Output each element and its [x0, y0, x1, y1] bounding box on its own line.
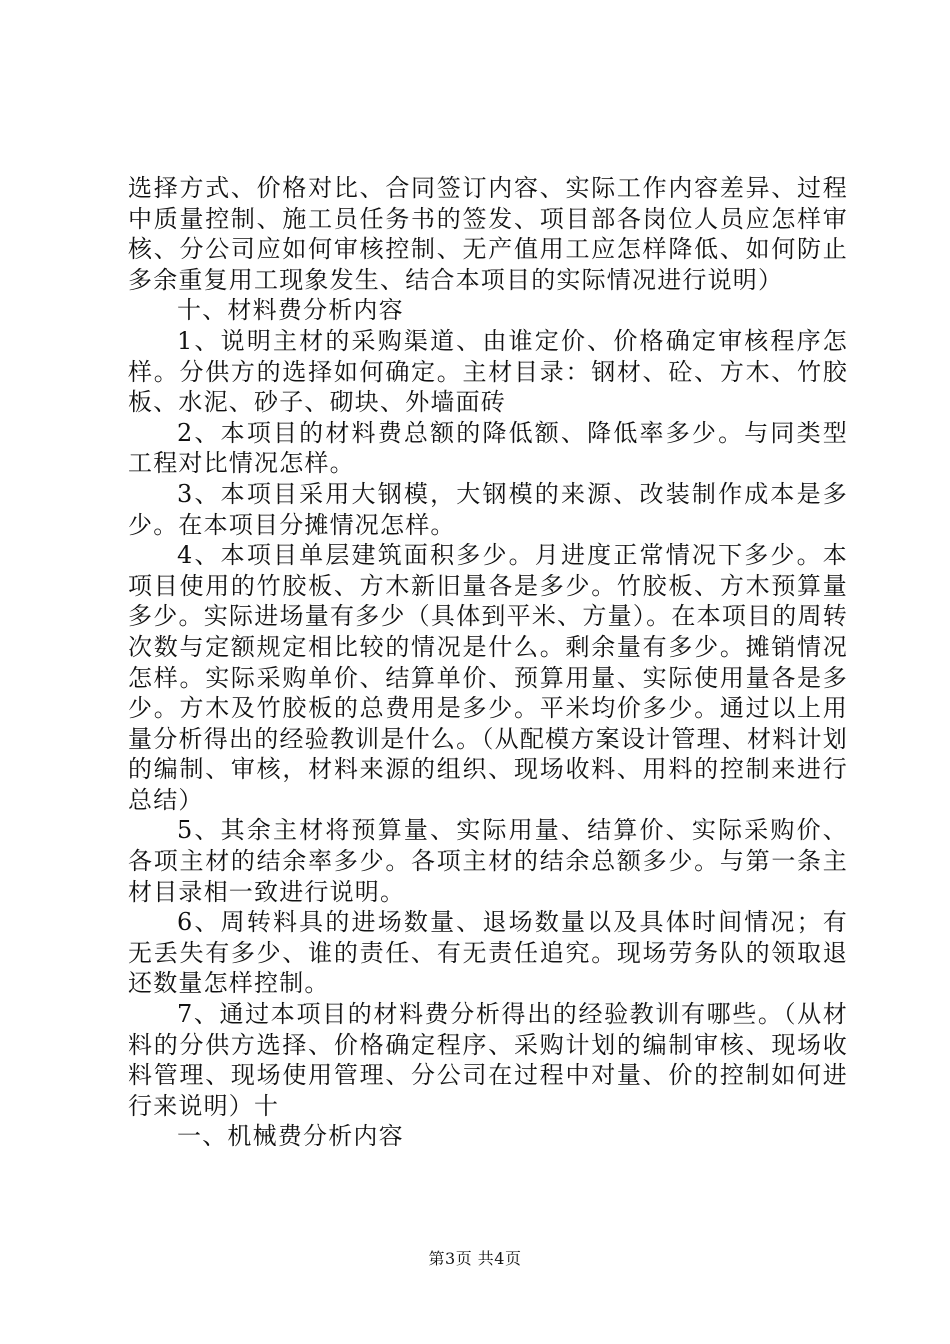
page-number-footer: 第3页 共4页	[428, 1249, 522, 1268]
paragraph-5: 3、本项目采用大钢模，大钢模的来源、改装制作成本是多少。在本项目分摊情况怎样。	[128, 479, 848, 539]
paragraph-7: 5、其余主材将预算量、实际用量、结算价、实际采购价、各项主材的结余率多少。各项主材的结余总额多少。与第一条主材目录相一致进行说明。	[128, 816, 848, 906]
paragraph-2: 十、材料费分析内容	[177, 296, 404, 325]
paragraph-6: 4、本项目单层建筑面积多少。月进度正常情况下多少。本项目使用的竹胶板、方木新旧量各是多少。竹胶板、方木预算量多少。实际进场量有多少（具体到平米、方量）。在本项目的周转次数与定额规定相比较的情况是什么。剩余量有多少。摊销情况怎样。实际采购单价、结算单价、预算用量、实际使用量各是多少。方木及竹胶板的总费用是多少。平米均价多少。通过以上用量分析得出的经验教训是什么。（从配模方案设计管理、材料计划的编制、审核，材料来源的组织、现场收料、用料的控制来进行总结）	[128, 541, 848, 814]
paragraph-9: 7、通过本项目的材料费分析得出的经验教训有哪些。（从材料的分供方选择、价格确定程序、采购计划的编制审核、现场收料管理、现场使用管理、分公司在过程中对量、价的控制如何进行来说明）十	[128, 1000, 848, 1120]
paragraph-3: 1、说明主材的采购渠道、由谁定价、价格确定审核程序怎样。分供方的选择如何确定。主材目录：钢材、砼、方木、竹胶板、水泥、砂子、砌块、外墙面砖	[128, 326, 848, 417]
paragraph-10: 一、机械费分析内容	[177, 1122, 404, 1151]
paragraph-1: 选择方式、价格对比、合同签订内容、实际工作内容差异、过程中质量控制、施工员任务书的签发、项目部各岗位人员应怎样审核、分公司应如何审核控制、无产值用工应怎样降低、如何防止多余重复用工现象发生、结合本项目的实际情况进行说明）	[128, 174, 848, 294]
paragraph-4: 2、本项目的材料费总额的降低额、降低率多少。与同类型工程对比情况怎样。	[128, 418, 848, 478]
paragraph-8: 6、周转料具的进场数量、退场数量以及具体时间情况；有无丢失有多少、谁的责任、有无责任追究。现场劳务队的领取退还数量怎样控制。	[128, 908, 848, 998]
document-body	[128, 173, 848, 1152]
